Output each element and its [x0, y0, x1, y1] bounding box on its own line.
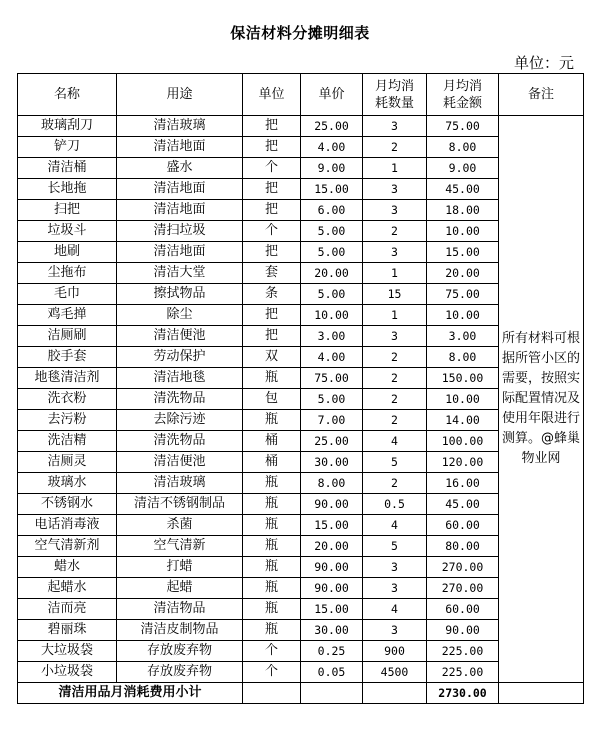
cell-price: 30.00 — [301, 452, 363, 473]
cell-amount: 45.00 — [427, 179, 499, 200]
cell-qty: 0.5 — [363, 494, 427, 515]
cell-name: 铲刀 — [18, 137, 117, 158]
cell-name: 清洁桶 — [18, 158, 117, 179]
cell-usage: 清洁玻璃 — [117, 116, 243, 137]
cell-name: 不锈钢水 — [18, 494, 117, 515]
cell-name: 玻璃刮刀 — [18, 116, 117, 137]
header-name: 名称 — [18, 74, 117, 116]
total-empty-remark — [499, 683, 584, 704]
cell-name: 洗衣粉 — [18, 389, 117, 410]
cell-unit: 瓶 — [243, 557, 301, 578]
cell-price: 20.00 — [301, 536, 363, 557]
cell-qty: 2 — [363, 221, 427, 242]
cell-unit: 把 — [243, 200, 301, 221]
cell-usage: 清洁物品 — [117, 599, 243, 620]
cell-price: 7.00 — [301, 410, 363, 431]
cell-qty: 1 — [363, 158, 427, 179]
cell-amount: 15.00 — [427, 242, 499, 263]
cell-usage: 劳动保护 — [117, 347, 243, 368]
cell-usage: 清洁不锈钢制品 — [117, 494, 243, 515]
cell-price: 0.25 — [301, 641, 363, 662]
cell-unit: 瓶 — [243, 536, 301, 557]
cell-unit: 个 — [243, 662, 301, 683]
cell-price: 5.00 — [301, 389, 363, 410]
cell-qty: 4 — [363, 431, 427, 452]
cell-unit: 包 — [243, 389, 301, 410]
cell-usage: 清洁地面 — [117, 179, 243, 200]
cell-unit: 把 — [243, 242, 301, 263]
header-qty — [363, 74, 427, 116]
cell-usage: 清洁便池 — [117, 326, 243, 347]
cell-usage: 存放废弃物 — [117, 641, 243, 662]
cell-name: 长地拖 — [18, 179, 117, 200]
cell-usage: 杀菌 — [117, 515, 243, 536]
cell-price: 4.00 — [301, 137, 363, 158]
cell-unit: 个 — [243, 641, 301, 662]
cell-unit: 把 — [243, 116, 301, 137]
cell-qty: 3 — [363, 116, 427, 137]
cell-name: 玻璃水 — [18, 473, 117, 494]
header-amount-line1: 月均消 — [442, 78, 482, 94]
cell-unit: 桶 — [243, 452, 301, 473]
cell-name: 垃圾斗 — [18, 221, 117, 242]
cell-unit: 瓶 — [243, 620, 301, 641]
cell-usage: 存放废弃物 — [117, 662, 243, 683]
cell-unit: 桶 — [243, 431, 301, 452]
cell-name: 胶手套 — [18, 347, 117, 368]
cell-name: 蜡水 — [18, 557, 117, 578]
cell-qty: 5 — [363, 536, 427, 557]
cell-qty: 3 — [363, 242, 427, 263]
cell-amount: 270.00 — [427, 557, 499, 578]
cell-usage: 清洗物品 — [117, 389, 243, 410]
cell-qty: 4500 — [363, 662, 427, 683]
cell-price: 15.00 — [301, 515, 363, 536]
cell-name: 大垃圾袋 — [18, 641, 117, 662]
cell-qty: 2 — [363, 389, 427, 410]
cell-amount: 8.00 — [427, 137, 499, 158]
cell-name: 洗洁精 — [18, 431, 117, 452]
cell-amount: 16.00 — [427, 473, 499, 494]
cell-name: 空气清新剂 — [18, 536, 117, 557]
header-remark: 备注 — [499, 74, 584, 116]
cell-qty: 3 — [363, 326, 427, 347]
cell-price: 90.00 — [301, 557, 363, 578]
cell-price: 5.00 — [301, 242, 363, 263]
header-unit: 单位 — [243, 74, 301, 116]
cell-amount: 60.00 — [427, 599, 499, 620]
cell-price: 10.00 — [301, 305, 363, 326]
cell-amount: 14.00 — [427, 410, 499, 431]
cell-usage: 盛水 — [117, 158, 243, 179]
cell-amount: 20.00 — [427, 263, 499, 284]
cell-amount: 10.00 — [427, 305, 499, 326]
cell-unit: 瓶 — [243, 599, 301, 620]
cell-unit: 个 — [243, 221, 301, 242]
cell-amount: 8.00 — [427, 347, 499, 368]
cell-name: 洁而亮 — [18, 599, 117, 620]
cell-qty: 2 — [363, 410, 427, 431]
cell-amount: 100.00 — [427, 431, 499, 452]
header-amount — [427, 74, 499, 116]
cell-name: 去污粉 — [18, 410, 117, 431]
cell-amount: 75.00 — [427, 284, 499, 305]
cell-usage: 清洁地面 — [117, 137, 243, 158]
cell-price: 90.00 — [301, 494, 363, 515]
cell-qty: 2 — [363, 368, 427, 389]
cell-usage: 清洗物品 — [117, 431, 243, 452]
cell-amount: 3.00 — [427, 326, 499, 347]
cell-usage: 去除污迹 — [117, 410, 243, 431]
cell-amount: 270.00 — [427, 578, 499, 599]
cell-unit: 瓶 — [243, 494, 301, 515]
cell-name: 电话消毒液 — [18, 515, 117, 536]
cell-usage: 清洁便池 — [117, 452, 243, 473]
cell-unit: 把 — [243, 326, 301, 347]
cell-price: 5.00 — [301, 284, 363, 305]
cell-unit: 把 — [243, 137, 301, 158]
cell-price: 0.05 — [301, 662, 363, 683]
cell-usage: 清洁地面 — [117, 200, 243, 221]
cell-qty: 15 — [363, 284, 427, 305]
header-amount-line2: 耗金额 — [442, 95, 482, 111]
total-empty-unit — [243, 683, 301, 704]
total-empty-price — [301, 683, 363, 704]
header-row — [18, 74, 584, 116]
cell-price: 9.00 — [301, 158, 363, 179]
cell-price: 20.00 — [301, 263, 363, 284]
cell-amount: 225.00 — [427, 641, 499, 662]
cell-usage: 除尘 — [117, 305, 243, 326]
cell-unit: 瓶 — [243, 410, 301, 431]
cell-qty: 3 — [363, 200, 427, 221]
cell-amount: 18.00 — [427, 200, 499, 221]
cell-usage: 清洁地毯 — [117, 368, 243, 389]
header-usage: 用途 — [117, 74, 243, 116]
cell-price: 8.00 — [301, 473, 363, 494]
cell-amount: 75.00 — [427, 116, 499, 137]
cell-qty: 1 — [363, 263, 427, 284]
cell-name: 小垃圾袋 — [18, 662, 117, 683]
cell-usage: 清洁玻璃 — [117, 473, 243, 494]
cell-name: 扫把 — [18, 200, 117, 221]
cell-unit: 个 — [243, 158, 301, 179]
cell-price: 4.00 — [301, 347, 363, 368]
cell-unit: 把 — [243, 305, 301, 326]
cell-unit: 瓶 — [243, 368, 301, 389]
page-title: 保洁材料分摊明细表 — [230, 24, 370, 42]
cell-qty: 3 — [363, 620, 427, 641]
cell-price: 25.00 — [301, 431, 363, 452]
cell-price: 30.00 — [301, 620, 363, 641]
cost-table — [17, 73, 584, 704]
cell-unit: 双 — [243, 347, 301, 368]
cell-amount: 10.00 — [427, 389, 499, 410]
cell-price: 90.00 — [301, 578, 363, 599]
cell-unit: 瓶 — [243, 578, 301, 599]
total-empty-qty — [363, 683, 427, 704]
cell-usage: 擦拭物品 — [117, 284, 243, 305]
cell-amount: 225.00 — [427, 662, 499, 683]
cell-usage: 清洁大堂 — [117, 263, 243, 284]
cell-qty: 5 — [363, 452, 427, 473]
cell-amount: 120.00 — [427, 452, 499, 473]
cell-name: 毛巾 — [18, 284, 117, 305]
cell-usage: 清洁皮制物品 — [117, 620, 243, 641]
cell-amount: 10.00 — [427, 221, 499, 242]
cell-amount: 45.00 — [427, 494, 499, 515]
cell-qty: 900 — [363, 641, 427, 662]
cell-amount: 80.00 — [427, 536, 499, 557]
cell-name: 地毯清洁剂 — [18, 368, 117, 389]
cell-unit: 瓶 — [243, 473, 301, 494]
cell-price: 15.00 — [301, 179, 363, 200]
cell-qty: 4 — [363, 515, 427, 536]
cell-name: 碧丽珠 — [18, 620, 117, 641]
cell-name: 洁厕灵 — [18, 452, 117, 473]
cell-qty: 4 — [363, 599, 427, 620]
cell-unit: 套 — [243, 263, 301, 284]
cell-unit: 瓶 — [243, 515, 301, 536]
cell-qty: 3 — [363, 179, 427, 200]
cell-unit: 条 — [243, 284, 301, 305]
cell-name: 起蜡水 — [18, 578, 117, 599]
total-amount: 2730.00 — [427, 683, 499, 704]
cell-usage: 清洁地面 — [117, 242, 243, 263]
cell-qty: 3 — [363, 557, 427, 578]
cell-unit: 把 — [243, 179, 301, 200]
table-body — [18, 116, 584, 704]
cell-price: 25.00 — [301, 116, 363, 137]
header-price: 单价 — [301, 74, 363, 116]
cell-price: 75.00 — [301, 368, 363, 389]
cell-name: 洁厕刷 — [18, 326, 117, 347]
table-row — [18, 116, 584, 137]
cell-qty: 2 — [363, 473, 427, 494]
cell-amount: 150.00 — [427, 368, 499, 389]
total-row — [18, 683, 584, 704]
cell-usage: 空气清新 — [117, 536, 243, 557]
cell-usage: 清扫垃圾 — [117, 221, 243, 242]
cell-qty: 1 — [363, 305, 427, 326]
cell-price: 6.00 — [301, 200, 363, 221]
cell-name: 鸡毛掸 — [18, 305, 117, 326]
cell-qty: 2 — [363, 137, 427, 158]
cell-qty: 2 — [363, 347, 427, 368]
cell-amount: 9.00 — [427, 158, 499, 179]
cell-name: 地刷 — [18, 242, 117, 263]
cell-price: 3.00 — [301, 326, 363, 347]
total-label: 清洁用品月消耗费用小计 — [18, 683, 243, 704]
cell-usage: 起蜡 — [117, 578, 243, 599]
cell-name: 尘拖布 — [18, 263, 117, 284]
remark-cell: 所有材料可根据所管小区的需要，按照实际配置情况及使用年限进行测算。@蜂巢物业网 — [499, 116, 584, 683]
cell-price: 15.00 — [301, 599, 363, 620]
cell-price: 5.00 — [301, 221, 363, 242]
header-qty-line1: 月均消 — [374, 78, 414, 94]
cell-qty: 3 — [363, 578, 427, 599]
header-qty-line2: 耗数量 — [374, 95, 414, 111]
unit-label: 单位：元 — [513, 54, 574, 72]
cell-usage: 打蜡 — [117, 557, 243, 578]
cell-amount: 90.00 — [427, 620, 499, 641]
cell-amount: 60.00 — [427, 515, 499, 536]
